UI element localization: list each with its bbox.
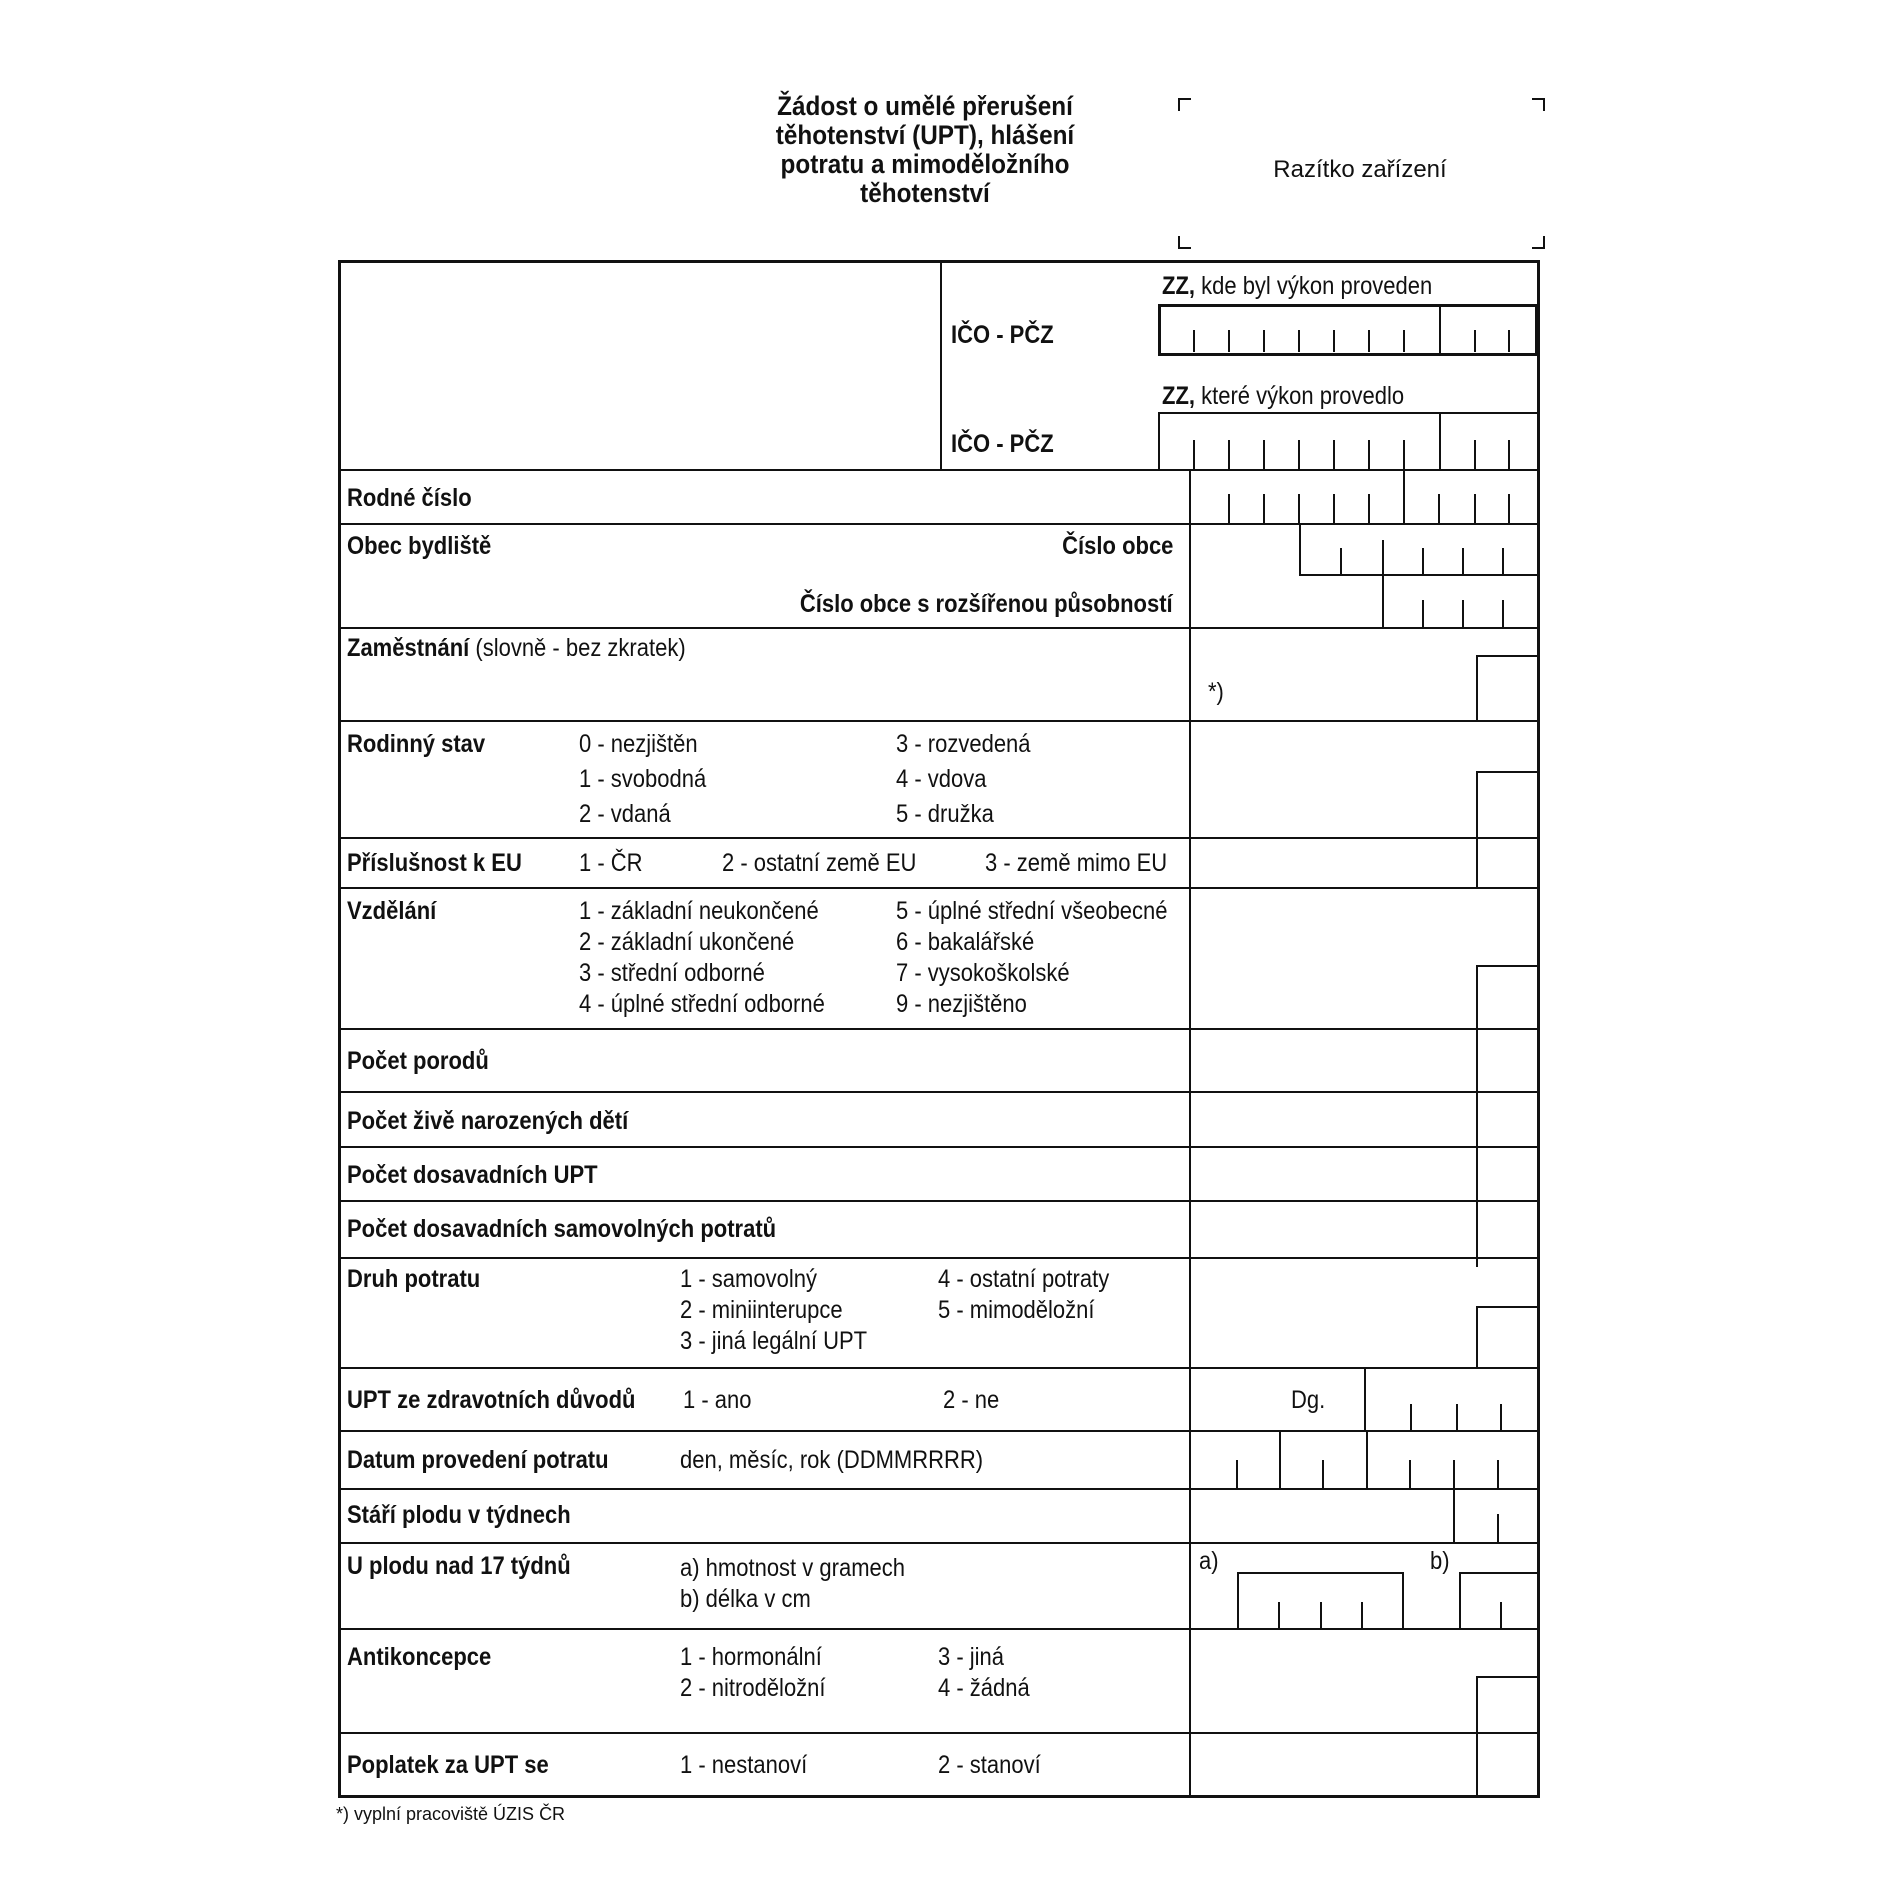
zz-provedeni-label: ZZ, kde byl výkon proveden (1162, 272, 1433, 300)
row-divider (338, 1732, 1540, 1734)
option-text: 7 - vysokoškolské (896, 959, 1070, 987)
druh-potratu-label: Druh potratu (347, 1265, 481, 1293)
cell-border (1476, 771, 1540, 773)
cell-border (1476, 1306, 1478, 1367)
option-text: 4 - ostatní potraty (938, 1265, 1110, 1293)
option-text: 0 - nezjištěn (579, 730, 698, 758)
stamp-corner (1532, 98, 1545, 111)
comb-tick (1410, 1404, 1412, 1430)
cell-border (1402, 1572, 1404, 1628)
comb-tick (1193, 440, 1195, 469)
rodinny-stav-label: Rodinný stav (347, 730, 486, 758)
row-divider (338, 720, 1540, 722)
row-divider (338, 627, 1540, 629)
option-text: 1 - základní neukončené (579, 897, 819, 925)
zamestnani-label: Zaměstnání (slovně - bez zkratek) (347, 634, 686, 662)
form-title: Žádost o umělé přerušení těhotenství (UPT), hlášení potratu a mimoděložního těhotenství (775, 91, 1075, 208)
row-divider (338, 1367, 1540, 1369)
cell-border (1382, 574, 1384, 627)
option-text: 4 - vdova (896, 765, 987, 793)
footnote: *) vyplní pracoviště ÚZIS ČR (336, 1804, 566, 1824)
ico-box-1[interactable] (1158, 304, 1538, 356)
comb-tick (1368, 494, 1370, 523)
option-text: 2 - stanoví (938, 1751, 1041, 1779)
zz-provedlo-label: ZZ, které výkon provedlo (1162, 382, 1405, 410)
option-text: 2 - nitroděložní (680, 1674, 826, 1702)
comb-tick (1508, 330, 1510, 352)
pocet-upt-label: Počet dosavadních UPT (347, 1161, 598, 1189)
comb-tick (1409, 1460, 1411, 1488)
cell-border (1453, 1488, 1455, 1542)
cell-border (1476, 965, 1478, 1028)
comb-tick (1500, 1602, 1502, 1628)
option-text: 1 - svobodná (579, 765, 707, 793)
plod-b-mark: b) (1430, 1547, 1450, 1575)
cell-border (1476, 1028, 1478, 1267)
row-divider (338, 469, 1540, 471)
comb-tick (1422, 548, 1424, 574)
comb-tick (1361, 1602, 1363, 1628)
option-text: 1 - hormonální (680, 1643, 822, 1671)
comb-tick (1236, 1460, 1238, 1488)
antikoncepce-label: Antikoncepce (347, 1643, 492, 1671)
cell-border (1158, 412, 1160, 469)
cell-border (1476, 655, 1540, 657)
comb-tick (1438, 494, 1440, 523)
comb-tick (1263, 330, 1265, 352)
comb-tick (1228, 330, 1230, 352)
comb-tick (1298, 330, 1300, 352)
cell-border (1476, 1676, 1540, 1678)
vzdelani-label: Vzdělání (347, 897, 437, 925)
comb-tick (1193, 330, 1195, 352)
pocet-zive-label: Počet živě narozených dětí (347, 1107, 629, 1135)
cell-border (1439, 412, 1441, 469)
option-text: 2 - miniinterupce (680, 1296, 843, 1324)
pocet-samovolnych-label: Počet dosavadních samovolných potratů (347, 1215, 777, 1243)
option-text: 2 - ostatní země EU (722, 849, 917, 877)
comb-tick (1500, 1404, 1502, 1430)
cell-border (1459, 1572, 1540, 1574)
dg-label: Dg. (1291, 1386, 1326, 1414)
plod-17-label: U plodu nad 17 týdnů (347, 1552, 571, 1580)
option-text: 5 - družka (896, 800, 994, 828)
cell-border (1459, 1572, 1461, 1628)
comb-tick (1333, 440, 1335, 469)
comb-tick (1462, 600, 1464, 627)
datum-hint: den, měsíc, rok (DDMMRRRR) (680, 1446, 984, 1474)
option-text: b) délka v cm (680, 1585, 811, 1613)
comb-tick (1474, 440, 1476, 469)
comb-tick (1368, 440, 1370, 469)
cislo-obce-rozsirena-label: Číslo obce s rozšířenou působností (800, 590, 1173, 618)
comb-tick (1263, 494, 1265, 523)
comb-tick (1298, 440, 1300, 469)
option-text: 2 - vdaná (579, 800, 671, 828)
option-text: 3 - jiná (938, 1643, 1005, 1671)
option-text: 6 - bakalářské (896, 928, 1035, 956)
cell-border (1403, 469, 1405, 523)
comb-tick (1456, 1404, 1458, 1430)
row-divider (338, 1542, 1540, 1544)
comb-tick (1453, 1460, 1455, 1488)
cell-border (1476, 1306, 1540, 1308)
cell-border (1237, 1572, 1239, 1628)
option-text: 1 - samovolný (680, 1265, 817, 1293)
row-divider (338, 1257, 1540, 1259)
option-text: 3 - země mimo EU (985, 849, 1168, 877)
option-text: 4 - žádná (938, 1674, 1030, 1702)
comb-tick (1497, 1514, 1499, 1542)
comb-tick (1502, 600, 1504, 627)
comb-tick (1462, 548, 1464, 574)
row-divider (338, 1200, 1540, 1202)
stamp-corner (1178, 236, 1191, 249)
col-divider (1189, 469, 1191, 1796)
row-divider (338, 887, 1540, 889)
comb-tick (1263, 440, 1265, 469)
cell-border (1366, 1430, 1368, 1488)
comb-tick (1502, 548, 1504, 574)
option-text: 2 - základní ukončené (579, 928, 795, 956)
cell-border (1299, 574, 1540, 576)
obec-bydliste-label: Obec bydliště (347, 532, 492, 560)
cell-border (1476, 1732, 1478, 1796)
row-divider (338, 1430, 1540, 1432)
row-divider (338, 1091, 1540, 1093)
row-divider (338, 1628, 1540, 1630)
cell-border (1476, 837, 1478, 887)
comb-tick (1403, 440, 1405, 469)
cell-border (1237, 1572, 1402, 1574)
row-divider (338, 1028, 1540, 1030)
pocet-porodu-label: Počet porodů (347, 1047, 489, 1075)
option-text: 1 - nestanoví (680, 1751, 808, 1779)
comb-tick (1403, 330, 1405, 352)
uzis-asterisk: *) (1208, 678, 1224, 706)
row-divider (338, 1488, 1540, 1490)
option-text: 9 - nezjištěno (896, 990, 1027, 1018)
comb-tick (1497, 1460, 1499, 1488)
stamp-corner (1178, 98, 1191, 111)
cell-border (1439, 304, 1441, 356)
comb-tick (1278, 1602, 1280, 1628)
stamp-label: Razítko zařízení (1273, 156, 1447, 183)
stari-plodu-label: Stáří plodu v týdnech (347, 1501, 571, 1529)
cell-border (1299, 523, 1301, 575)
cell-border (1279, 1430, 1281, 1488)
comb-tick (1508, 494, 1510, 523)
option-text: 2 - ne (943, 1386, 1000, 1414)
comb-tick (1298, 494, 1300, 523)
cell-border (1476, 655, 1478, 720)
poplatek-label: Poplatek za UPT se (347, 1751, 549, 1779)
option-text: 1 - ČR (579, 849, 643, 877)
option-text: 3 - jiná legální UPT (680, 1327, 868, 1355)
comb-tick (1368, 330, 1370, 352)
option-text: 4 - úplné střední odborné (579, 990, 825, 1018)
col-divider (940, 262, 942, 469)
cell-border (1476, 1676, 1478, 1732)
stamp-corner (1532, 236, 1545, 249)
option-text: 3 - rozvedená (896, 730, 1031, 758)
comb-tick (1474, 494, 1476, 523)
cell-border (1158, 412, 1538, 414)
row-divider (338, 1146, 1540, 1148)
datum-label: Datum provedení potratu (347, 1446, 609, 1474)
comb-tick (1508, 440, 1510, 469)
option-text: 1 - ano (683, 1386, 752, 1414)
prislusnost-label: Příslušnost k EU (347, 849, 522, 877)
plod-a-mark: a) (1199, 1547, 1219, 1575)
cell-border (1476, 771, 1478, 837)
row-divider (338, 523, 1540, 525)
comb-tick (1322, 1460, 1324, 1488)
comb-tick (1422, 600, 1424, 627)
comb-tick (1228, 494, 1230, 523)
comb-tick (1320, 1602, 1322, 1628)
comb-tick (1333, 330, 1335, 352)
option-text: 5 - mimoděložní (938, 1296, 1095, 1324)
cell-border (1364, 1367, 1366, 1430)
ico-label-2: IČO - PČZ (951, 430, 1054, 458)
option-text: 5 - úplné střední všeobecné (896, 897, 1168, 925)
comb-tick (1382, 540, 1384, 574)
comb-tick (1474, 330, 1476, 352)
cell-border (1476, 965, 1540, 967)
option-text: 3 - střední odborné (579, 959, 765, 987)
rodne-cislo-label: Rodné číslo (347, 484, 472, 512)
row-divider (338, 837, 1540, 839)
comb-tick (1228, 440, 1230, 469)
cislo-obce-label: Číslo obce (1061, 532, 1173, 560)
upt-zdravotni-label: UPT ze zdravotních důvodů (347, 1386, 636, 1414)
comb-tick (1340, 548, 1342, 574)
ico-label-1: IČO - PČZ (951, 321, 1054, 349)
option-text: a) hmotnost v gramech (680, 1554, 905, 1582)
comb-tick (1333, 494, 1335, 523)
